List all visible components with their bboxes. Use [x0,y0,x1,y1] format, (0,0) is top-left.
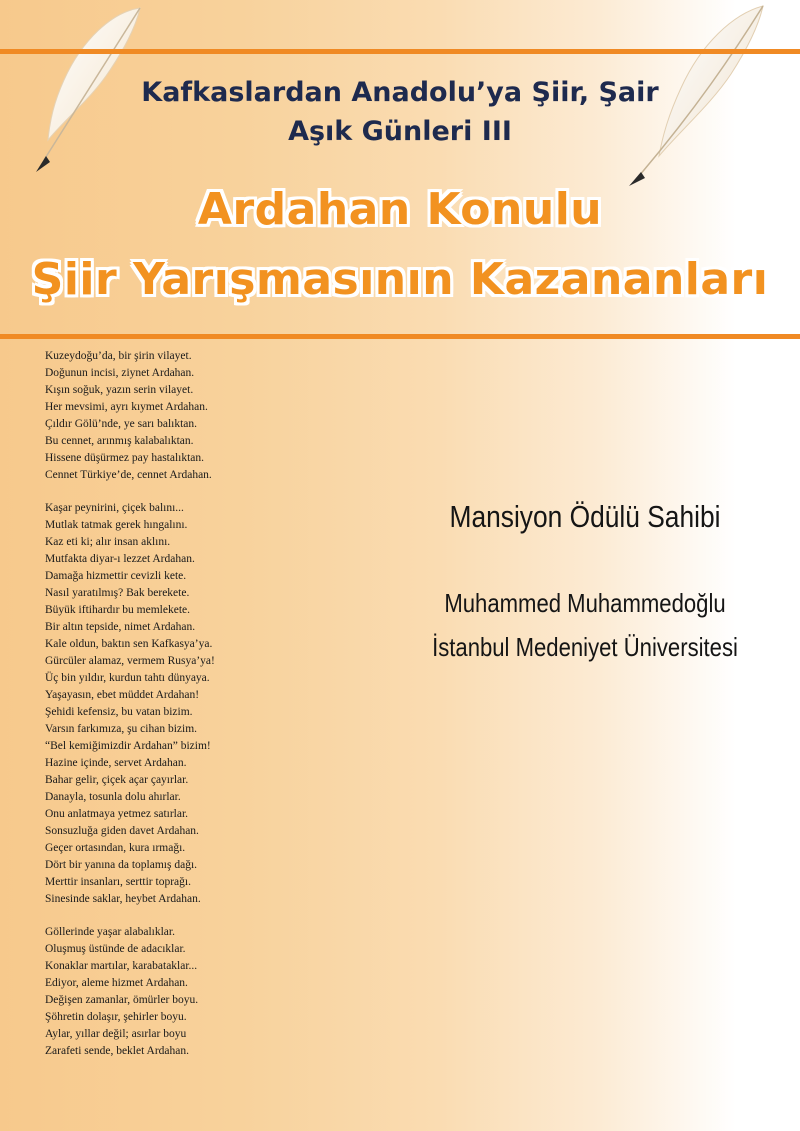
top-divider [0,49,800,54]
poem-line: Bu cennet, arınmış kalabalıktan. [45,435,194,447]
poem-line: Danayla, tosunla dolu ahırlar. [45,791,181,803]
poem-line: Geçer ortasından, kura ırmağı. [45,842,186,854]
poem-line: Damağa hizmettir cevizli kete. [45,570,187,582]
headline-line-2: Şiir Yarışmasının Kazananları [31,254,769,305]
poem-line: “Bel kemiğimizdir Ardahan” bizim! [45,740,211,752]
winner-name: Muhammed Muhammedoğlu [444,588,726,618]
event-title-line-1: Kafkaslardan Anadolu’ya Şiir, Şair [141,77,659,108]
poem-line: Hissene düşürmez pay hastalıktan. [45,452,205,464]
poem-stanza [45,500,375,908]
poem-line: Zarafeti sende, beklet Ardahan. [45,1045,190,1057]
poem-line: Yaşayasın, ebet müddet Ardahan! [45,689,200,701]
poem-line: Kaşar peynirini, çiçek balını... [45,502,184,514]
poem-stanza [45,348,375,484]
poem-line: Doğunun incisi, ziynet Ardahan. [45,367,195,379]
poem-line: Bahar gelir, çiçek açar çayırlar. [45,774,189,786]
poem-line: Gürcüler alamaz, vermem Rusya’ya! [45,655,215,667]
winner-institution: İstanbul Medeniyet Üniversitesi [432,632,738,662]
poem-line: Her mevsimi, ayrı kıymet Ardahan. [45,401,208,413]
poem-line: Üç bin yıldır, kurdun tahtı dünyaya. [45,672,210,684]
poem-stanza [45,924,375,1060]
headline-line-1: Ardahan Konulu [197,184,603,235]
poem-line: Merttir insanları, serttir toprağı. [45,876,191,888]
poem-line: Mutfakta diyar-ı lezzet Ardahan. [45,553,195,565]
poem-line: Bir altın tepside, nimet Ardahan. [45,621,196,633]
award-title: Mansiyon Ödülü Sahibi [449,499,721,534]
poem-line: Oluşmuş üstünde de adacıklar. [45,943,186,955]
poem-line: Kışın soğuk, yazın serin vilayet. [45,384,194,396]
poem-line: Sonsuzluğa giden davet Ardahan. [45,825,199,837]
poem-line: Kale oldun, baktın sen Kafkasya’ya. [45,638,213,650]
poem-line: Kuzeydoğu’da, bir şirin vilayet. [45,350,192,362]
poem-line: Aylar, yıllar değil; asırlar boyu [45,1028,187,1040]
poem-line: Onu anlatmaya yetmez satırlar. [45,808,189,820]
poem-line: Sinesinde saklar, heybet Ardahan. [45,893,201,905]
poem-line: Varsın farkımıza, şu cihan bizim. [45,723,198,735]
poem-line: Kaz eti ki; alır insan aklını. [45,536,171,548]
poem-line: Şöhretin dolaşır, şehirler boyu. [45,1011,187,1023]
poem-line: Nasıl yaratılmış? Bak berekete. [45,587,190,599]
poem-line: Şehidi kefensiz, bu vatan bizim. [45,706,193,718]
poem [45,348,375,1076]
poem-line: Hazine içinde, servet Ardahan. [45,757,187,769]
bottom-divider [0,334,800,339]
poem-line: Cennet Türkiye’de, cennet Ardahan. [45,469,212,481]
poem-line: Değişen zamanlar, ömürler boyu. [45,994,199,1006]
poem-line: Dört bir yanına da toplamış dağı. [45,859,198,871]
poem-line: Ediyor, aleme hizmet Ardahan. [45,977,188,989]
poem-line: Mutlak tatmak gerek hıngalını. [45,519,188,531]
poem-line: Göllerinde yaşar alabalıklar. [45,926,175,938]
event-title-line-2: Aşık Günleri III [288,116,512,147]
poem-line: Çıldır Gölü’nde, ye sarı balıktan. [45,418,198,430]
poem-line: Konaklar martılar, karabataklar... [45,960,198,972]
poem-line: Büyük iftihardır bu memlekete. [45,604,190,616]
